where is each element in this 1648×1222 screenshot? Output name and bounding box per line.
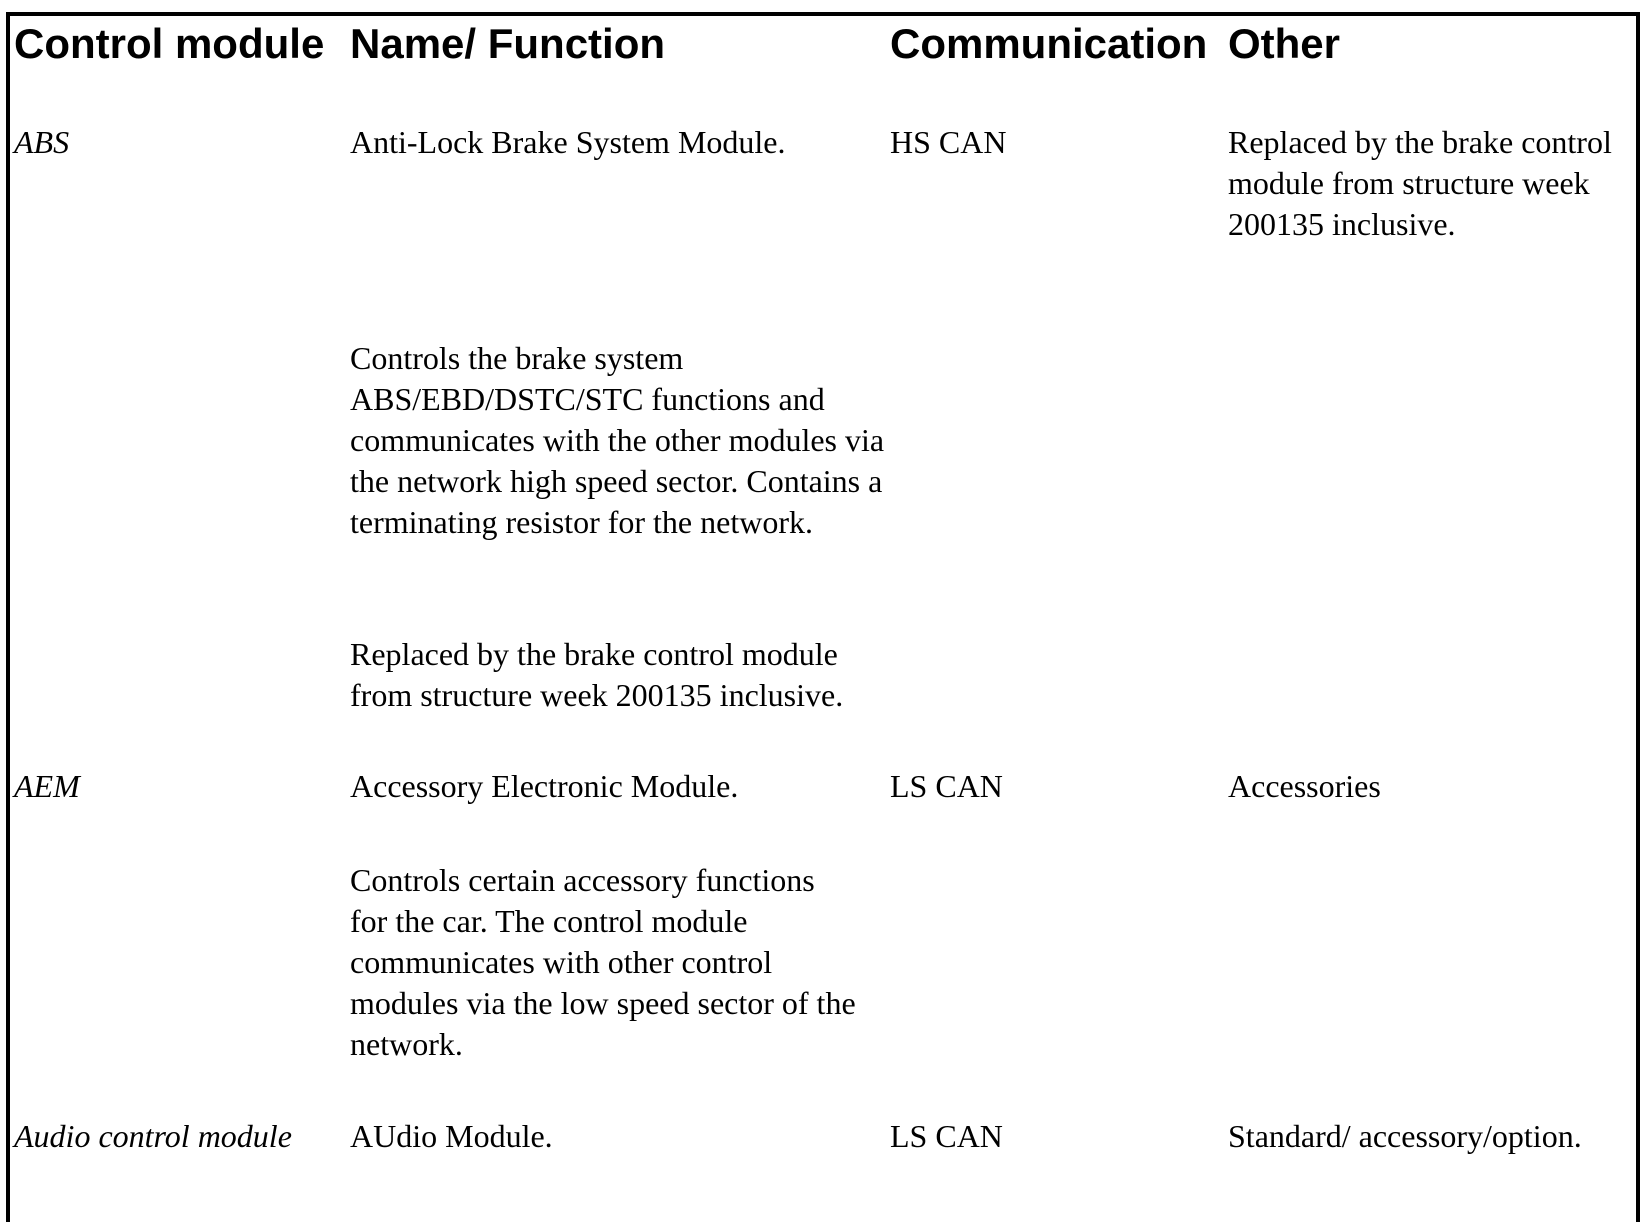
header-name-function: Name/ Function bbox=[350, 20, 666, 67]
row-aem-name: Accessory Electronic Module. bbox=[350, 768, 739, 804]
header-other: Other bbox=[1228, 20, 1341, 67]
row-audio-communication: LS CAN bbox=[890, 1118, 1003, 1154]
header-control-module: Control module bbox=[14, 20, 325, 67]
row-abs-note: Replaced by the brake control module from structure week 200135 inclusive. bbox=[350, 636, 844, 713]
row-aem-communication: LS CAN bbox=[890, 768, 1003, 804]
row-audio-name: AUdio Module. bbox=[350, 1118, 553, 1154]
row-aem-module: AEM bbox=[14, 768, 80, 804]
row-aem-other: Accessories bbox=[1228, 768, 1381, 804]
row-abs-description: Controls the brake system ABS/EBD/DSTC/STC functions and communicates with the other modules via the network high speed sector. Contains a terminating resistor for the network. bbox=[350, 340, 885, 540]
row-audio-module: Audio control module bbox=[14, 1118, 292, 1154]
row-abs-other: Replaced by the brake control module from structure week 200135 inclusive. bbox=[1228, 124, 1612, 242]
row-aem-description: Controls certain accessory functions for the car. The control module communicates with other control modules via the low speed sector of the network. bbox=[350, 862, 856, 1062]
header-communication: Communication bbox=[890, 20, 1208, 67]
row-abs-module: ABS bbox=[14, 124, 70, 160]
row-abs-name: Anti-Lock Brake System Module. bbox=[350, 124, 786, 160]
row-abs-communication: HS CAN bbox=[890, 124, 1007, 160]
row-audio-other: Standard/ accessory/option. bbox=[1228, 1118, 1582, 1154]
